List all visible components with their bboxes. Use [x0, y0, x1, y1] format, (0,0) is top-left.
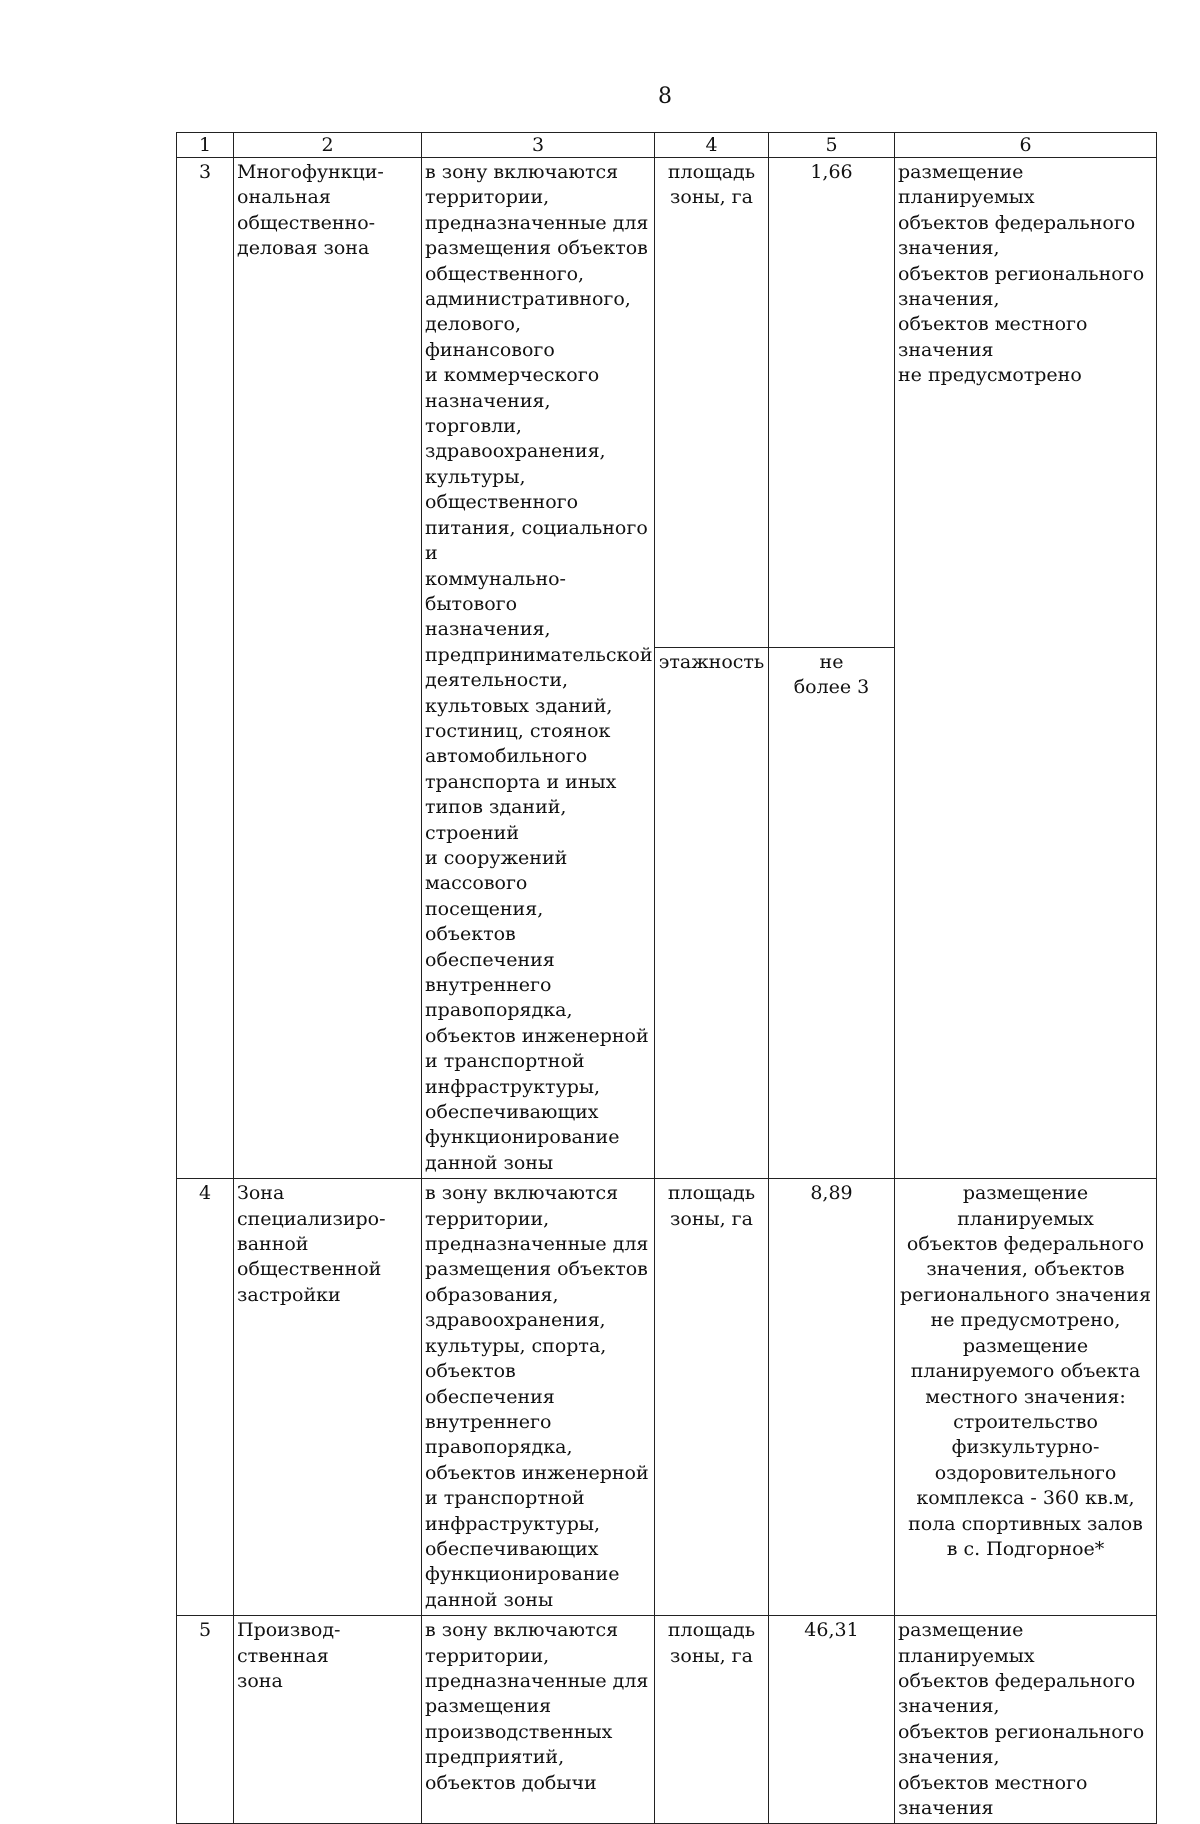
placement-info: размещение планируемых объектов федерального значения, объектов регионального значения, объектов местного значения не предусмотрено: [895, 158, 1157, 1179]
column-header-6: 6: [895, 133, 1157, 158]
zones-table: [176, 132, 1157, 1824]
row-number: 4: [177, 1179, 234, 1616]
zone-name: Зона специализиро- ванной общественной застройки: [234, 1179, 422, 1616]
parameter-name: этажность: [655, 647, 769, 1179]
column-header-2: 2: [234, 133, 422, 158]
table-row: [177, 1616, 1157, 1824]
row-number: 5: [177, 1616, 234, 1824]
parameter-value: 1,66: [769, 158, 895, 648]
parameter-value: не более 3: [769, 647, 895, 1179]
page-number: 8: [658, 84, 672, 109]
zone-description: в зону включаются территории, предназначенные для размещения производственных предприятий, объектов добычи: [422, 1616, 655, 1824]
column-header-4: 4: [655, 133, 769, 158]
table-header-row: [177, 133, 1157, 158]
zone-description: в зону включаются территории, предназначенные для размещения объектов образования, здравоохранения, культуры, спорта, объектов обеспечения внутреннего правопорядка, объектов инженерной и транспортной инфраструктуры, обеспечивающих функционирование данной зоны: [422, 1179, 655, 1616]
parameter-name: площадь зоны, га: [655, 1179, 769, 1616]
table-row: [177, 1179, 1157, 1616]
zone-name: Производ- ственная зона: [234, 1616, 422, 1824]
column-header-3: 3: [422, 133, 655, 158]
row-number: 3: [177, 158, 234, 1179]
parameter-value: 8,89: [769, 1179, 895, 1616]
placement-info: размещение планируемых объектов федерального значения, объектов регионального значения, объектов местного значения: [895, 1616, 1157, 1824]
column-header-1: 1: [177, 133, 234, 158]
zone-name: Многофункци- ональная общественно- деловая зона: [234, 158, 422, 1179]
table-row: [177, 158, 1157, 648]
column-header-5: 5: [769, 133, 895, 158]
parameter-name: площадь зоны, га: [655, 158, 769, 648]
zone-description: в зону включаются территории, предназначенные для размещения объектов общественного, административного, делового, финансового и коммерческого назначения, торговли, здравоохранения, культуры, общественного питания, социального и коммунально-бытового назначения, предпринимательской деятельности, культовых зданий, гостиниц, стоянок автомобильного транспорта и иных типов зданий, строений и сооружений массового посещения, объектов обеспечения внутреннего правопорядка, объектов инженерной и транспортной инфраструктуры, обеспечивающих функционирование данной зоны: [422, 158, 655, 1179]
placement-info: размещение планируемых объектов федерального значения, объектов регионального значения не предусмотрено, размещение планируемого объекта местного значения: строительство физкультурно- оздоровительного комплекса - 360 кв.м, пола спортивных залов в с. Подгорное*: [895, 1179, 1157, 1616]
parameter-name: площадь зоны, га: [655, 1616, 769, 1824]
parameter-value: 46,31: [769, 1616, 895, 1824]
